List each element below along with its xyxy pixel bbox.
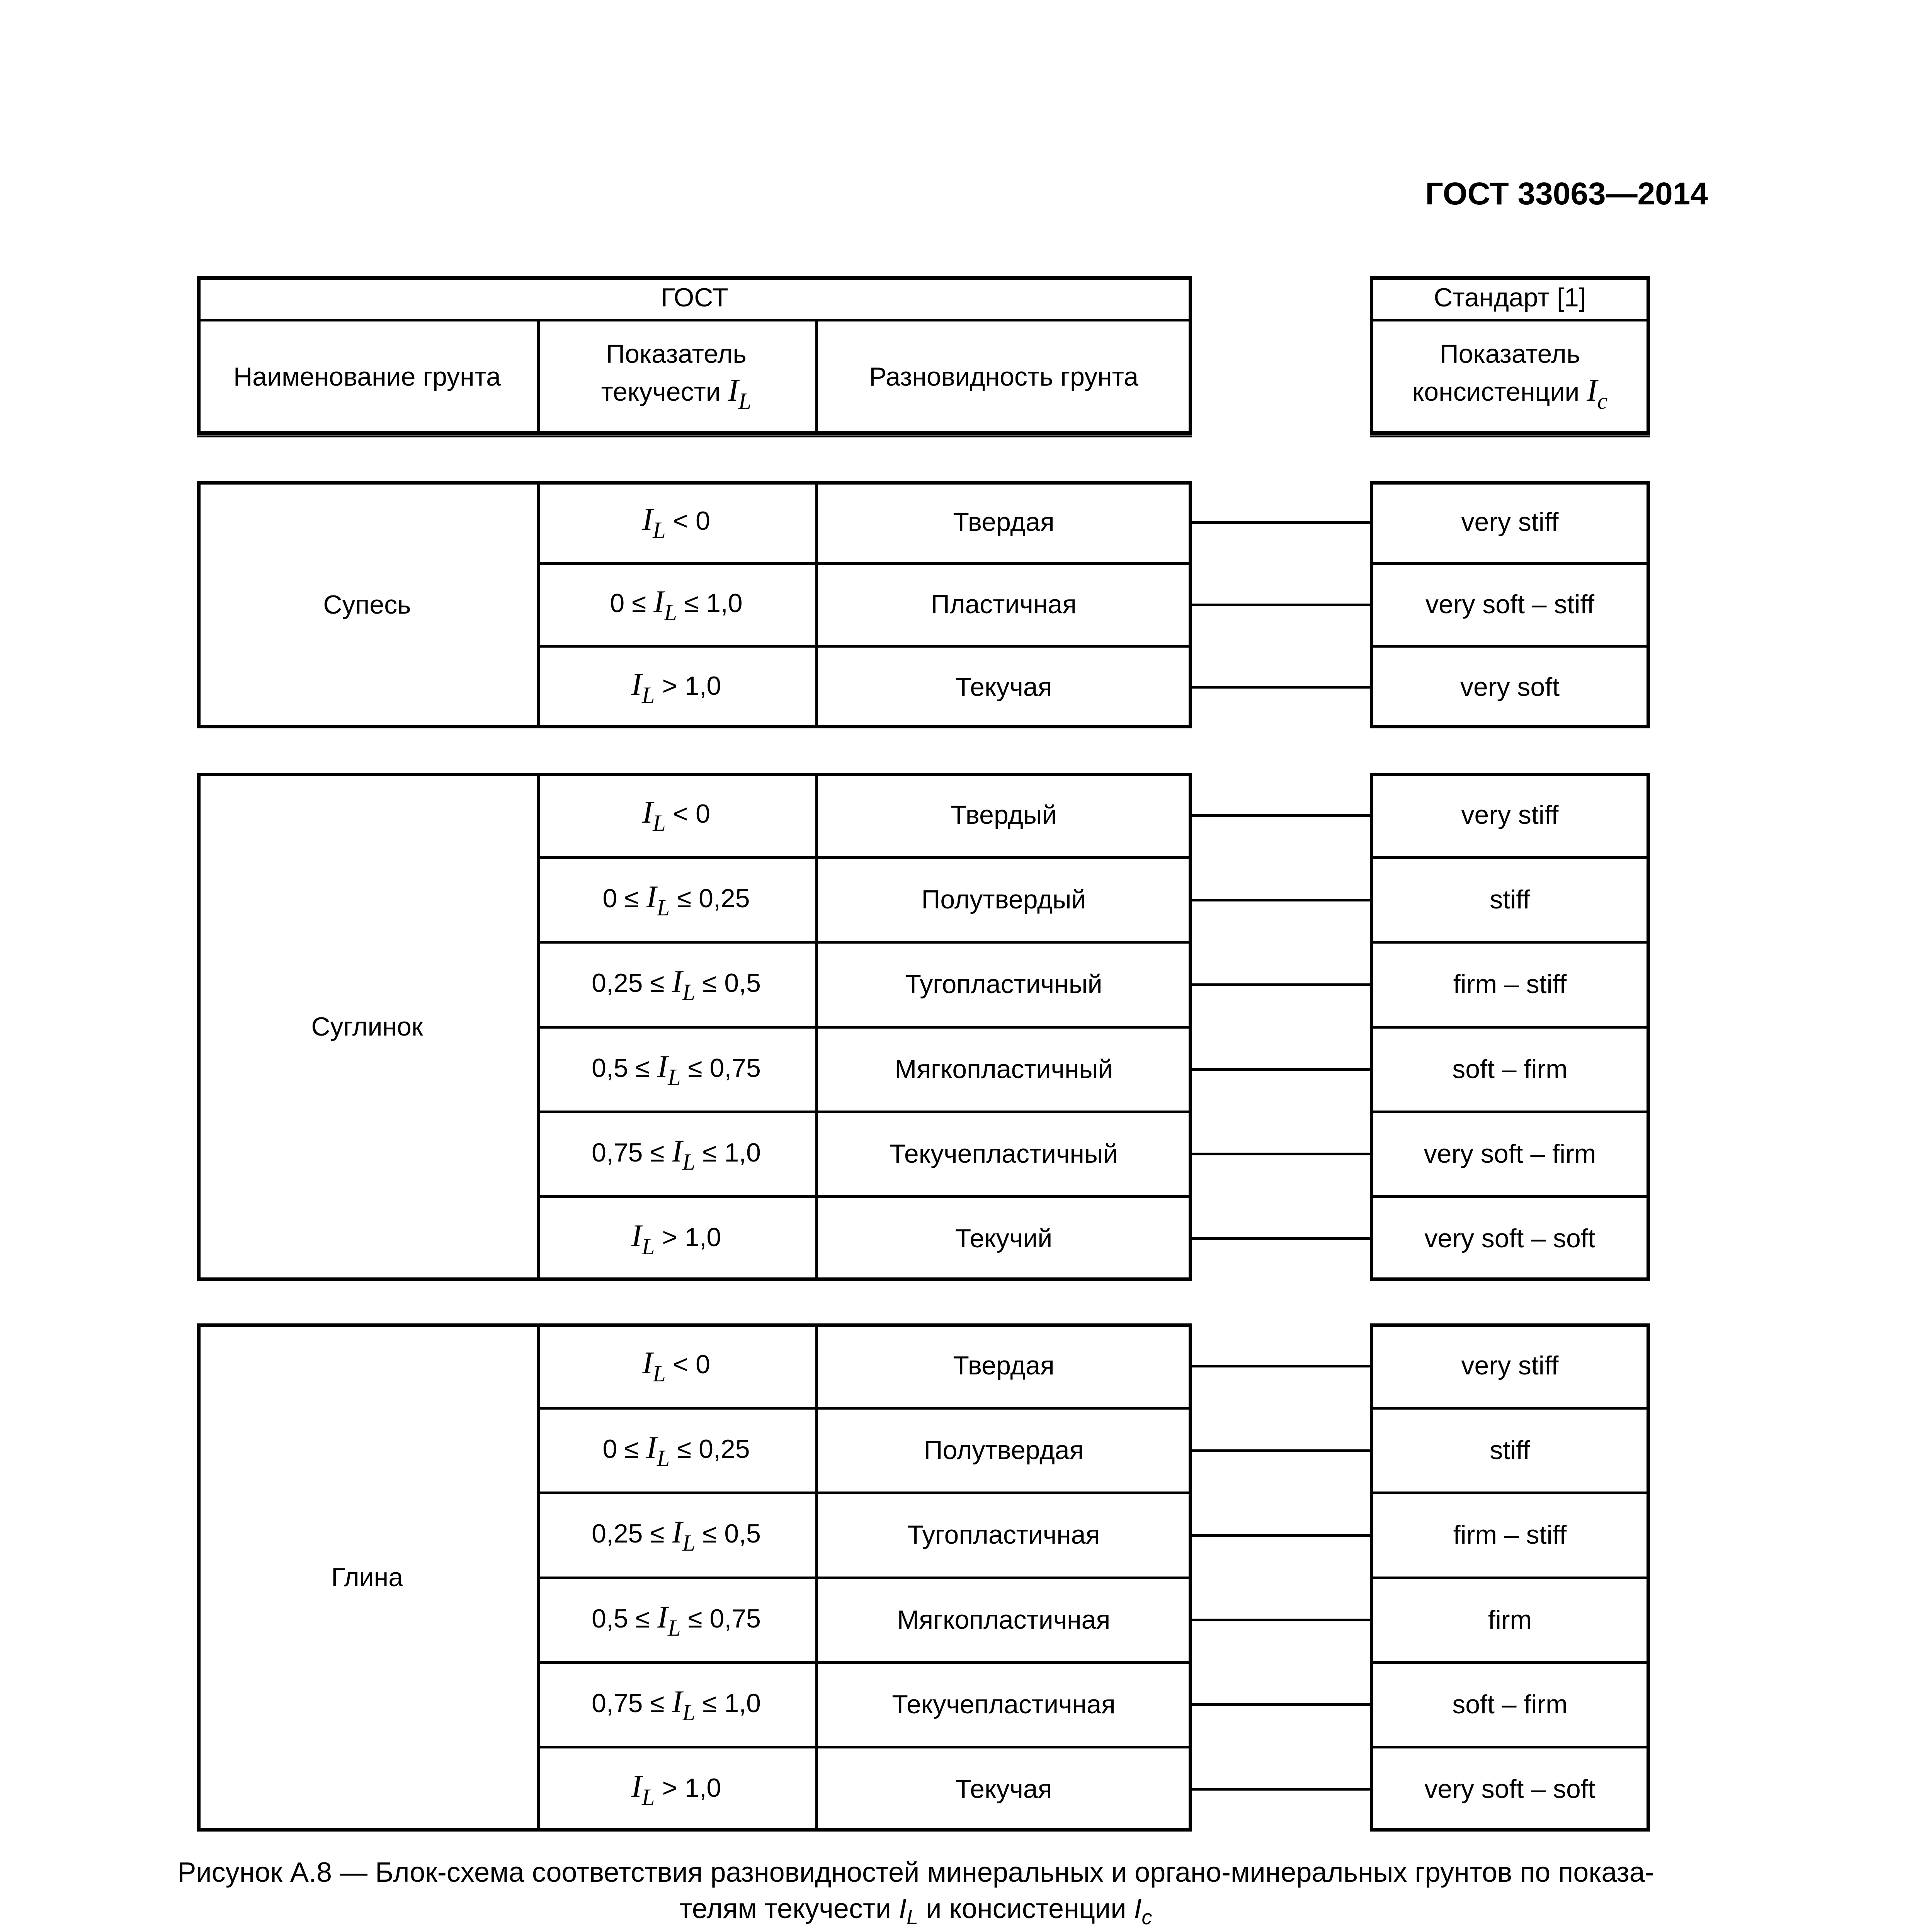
caption-symbol-c: c [1141, 1905, 1152, 1929]
condition-suffix: > 1,0 [655, 1222, 721, 1252]
condition-prefix: 0,5 ≤ [592, 1053, 657, 1083]
symbol-i: I [642, 502, 653, 537]
symbol-i: I [657, 1599, 668, 1634]
consistency-term-text: very stiff [1461, 1351, 1559, 1381]
liquidity-condition [537, 646, 815, 728]
liquidity-label: текучести [601, 377, 721, 406]
condition-prefix: 0,75 ≤ [592, 1688, 672, 1718]
consistency-term-text: firm – stiff [1453, 1520, 1567, 1550]
connector-line [1192, 1788, 1370, 1791]
soil-variety [815, 563, 1192, 646]
symbol-i: I [657, 1048, 668, 1084]
condition-suffix: ≤ 0,25 [670, 884, 750, 913]
soil-variety-text: Тугопластичный [905, 969, 1102, 999]
soil-variety [815, 942, 1192, 1027]
connector-line [1192, 899, 1370, 901]
symbol-l: L [682, 980, 696, 1005]
symbol-l: L [641, 1784, 655, 1810]
consistency-term-text: very soft – soft [1424, 1223, 1596, 1253]
consistency-term [1370, 857, 1650, 942]
consistency-label: консистенции [1412, 377, 1580, 406]
liquidity-condition [537, 481, 815, 563]
consistency-term [1370, 773, 1650, 857]
connector-line [1192, 686, 1370, 689]
soil-variety-text: Полутвердая [924, 1435, 1084, 1465]
consistency-term [1370, 1747, 1650, 1832]
connector-line [1192, 1237, 1370, 1240]
consistency-term [1370, 1662, 1650, 1747]
liquidity-condition [537, 1493, 815, 1577]
condition-suffix: < 0 [665, 799, 710, 829]
soil-variety [815, 481, 1192, 563]
symbol-l: L [664, 600, 677, 626]
liquidity-condition-text [592, 1597, 761, 1643]
connector-line [1192, 1365, 1370, 1367]
condition-prefix: 0,75 ≤ [592, 1138, 672, 1167]
condition-suffix: ≤ 0,25 [670, 1434, 750, 1464]
soil-variety-text: Твердый [951, 800, 1057, 830]
gost-header-double-rule [197, 435, 1192, 437]
symbol-i: I [642, 794, 653, 830]
liquidity-condition-text [642, 1343, 710, 1388]
connector-line [1192, 521, 1370, 524]
symbol-l: L [657, 895, 670, 921]
symbol-i: I [653, 584, 664, 619]
liquidity-condition [537, 1408, 815, 1493]
symbol-c: c [1597, 388, 1608, 414]
soil-variety [815, 1112, 1192, 1196]
gost-title-text: ГОСТ [661, 282, 728, 312]
col-header-consistency-line1: Показатель [1439, 339, 1580, 369]
condition-prefix: 0 ≤ [610, 588, 654, 618]
symbol-i: I [672, 1514, 682, 1550]
soil-variety-text: Твердая [953, 1351, 1055, 1381]
condition-suffix: ≤ 0,75 [680, 1604, 761, 1633]
liquidity-condition [537, 563, 815, 646]
liquidity-condition [537, 1112, 815, 1196]
liquidity-condition-text [602, 1428, 750, 1473]
soil-variety [815, 1323, 1192, 1408]
liquidity-condition-text [592, 1047, 761, 1092]
soil-variety-text: Текучая [955, 1774, 1052, 1804]
connector-line [1192, 604, 1370, 606]
condition-suffix: ≤ 0,75 [680, 1053, 761, 1083]
condition-suffix: ≤ 0,5 [695, 1519, 761, 1549]
liquidity-condition-text [592, 1512, 761, 1558]
consistency-term [1370, 1027, 1650, 1112]
symbol-i: I [642, 1345, 653, 1381]
symbol-i: I [631, 1218, 642, 1253]
symbol-i: I [631, 1768, 642, 1804]
symbol-i: I [646, 1430, 657, 1465]
consistency-term [1370, 942, 1650, 1027]
caption-symbol-l: L [907, 1905, 919, 1929]
consistency-term [1370, 1112, 1650, 1196]
col-header-soil-name [197, 319, 537, 435]
liquidity-condition [537, 942, 815, 1027]
condition-suffix: ≤ 0,5 [695, 968, 761, 998]
liquidity-condition-text [631, 1216, 721, 1261]
symbol-l: L [657, 1446, 670, 1471]
consistency-term-text: stiff [1490, 885, 1530, 915]
soil-variety-text: Тугопластичная [907, 1520, 1100, 1550]
consistency-term-text: very soft – stiff [1425, 590, 1595, 619]
soil-variety-text: Текучепластичный [890, 1139, 1118, 1168]
liquidity-condition-text [631, 665, 721, 710]
soil-variety [815, 1027, 1192, 1112]
liquidity-condition [537, 773, 815, 857]
figure-caption [116, 1855, 1716, 1931]
symbol-i: I [631, 666, 642, 702]
soil-name [197, 481, 537, 728]
liquidity-condition-text [592, 962, 761, 1007]
col-header-soil-name-text: Наименование грунта [233, 362, 501, 391]
condition-prefix: 0,25 ≤ [592, 968, 672, 998]
consistency-term [1370, 481, 1650, 563]
liquidity-condition-text [610, 582, 742, 627]
caption-text-b: и консистенции [918, 1893, 1134, 1924]
col-header-variety-text: Разновидность грунта [869, 362, 1138, 391]
standard-header-double-rule [1370, 435, 1650, 437]
soil-variety-text: Полутвердый [921, 885, 1086, 915]
consistency-term [1370, 646, 1650, 728]
consistency-term-text: firm [1488, 1605, 1532, 1634]
connector-line [1192, 1068, 1370, 1071]
connector-line [1192, 814, 1370, 817]
consistency-term [1370, 1578, 1650, 1662]
col-header-liquidity-line2 [601, 371, 752, 416]
soil-variety [815, 1578, 1192, 1662]
soil-variety [815, 857, 1192, 942]
consistency-term [1370, 1493, 1650, 1577]
connector-line [1192, 1153, 1370, 1155]
liquidity-condition [537, 857, 815, 942]
caption-symbol-i2: I [1134, 1893, 1142, 1924]
condition-prefix: 0,5 ≤ [592, 1604, 657, 1633]
caption-line-2 [116, 1891, 1716, 1931]
col-header-consistency-line2 [1412, 371, 1607, 416]
standard-title-text: Стандарт [1] [1434, 282, 1586, 312]
connector-line [1192, 1449, 1370, 1452]
col-header-liquidity-index [537, 319, 815, 435]
symbol-l: L [641, 682, 655, 708]
soil-name [197, 773, 537, 1281]
symbol-l: L [682, 1699, 696, 1725]
col-header-variety [815, 319, 1192, 435]
liquidity-condition [537, 1578, 815, 1662]
condition-prefix: 0 ≤ [602, 884, 646, 913]
consistency-term-text: firm – stiff [1453, 969, 1567, 999]
connector-line [1192, 1619, 1370, 1621]
liquidity-condition-text [642, 793, 710, 838]
condition-suffix: ≤ 1,0 [695, 1138, 761, 1167]
consistency-term-text: soft – firm [1452, 1054, 1568, 1084]
consistency-term [1370, 1408, 1650, 1493]
condition-suffix: ≤ 1,0 [695, 1688, 761, 1718]
consistency-term-text: stiff [1490, 1435, 1530, 1465]
liquidity-condition [537, 1747, 815, 1832]
consistency-term [1370, 1196, 1650, 1281]
liquidity-condition-text [592, 1682, 761, 1727]
soil-variety [815, 1408, 1192, 1493]
symbol-i: I [672, 964, 682, 999]
soil-name-text: Глина [331, 1563, 403, 1592]
soil-variety [815, 1196, 1192, 1281]
symbol-l: L [641, 1233, 655, 1259]
symbol-i: I [672, 1684, 682, 1719]
soil-variety [815, 1662, 1192, 1747]
condition-suffix: < 0 [665, 1350, 710, 1379]
soil-variety-text: Текучий [955, 1223, 1053, 1253]
symbol-i: I [646, 879, 657, 915]
symbol-i: I [672, 1133, 682, 1168]
symbol-i: I [1587, 372, 1597, 408]
soil-variety [815, 646, 1192, 728]
consistency-term [1370, 563, 1650, 646]
liquidity-condition-text [631, 1767, 721, 1812]
connector-line [1192, 1703, 1370, 1706]
caption-text-a: телям текучести [679, 1893, 899, 1924]
condition-suffix: > 1,0 [655, 1773, 721, 1803]
consistency-term-text: very stiff [1461, 507, 1559, 537]
liquidity-condition [537, 1323, 815, 1408]
soil-variety [815, 773, 1192, 857]
connector-line [1192, 983, 1370, 986]
symbol-l: L [668, 1615, 681, 1641]
liquidity-condition [537, 1196, 815, 1281]
soil-variety-text: Текучепластичная [892, 1689, 1116, 1719]
liquidity-condition-text [602, 877, 750, 922]
soil-name-text: Суглинок [311, 1012, 423, 1041]
symbol-l: L [653, 517, 666, 543]
condition-prefix: 0,25 ≤ [592, 1519, 672, 1549]
liquidity-condition [537, 1027, 815, 1112]
symbol-l: L [653, 810, 666, 836]
symbol-l: L [682, 1149, 696, 1175]
consistency-term-text: very stiff [1461, 800, 1559, 830]
soil-name-text: Супесь [323, 590, 411, 619]
symbol-l: L [738, 388, 752, 414]
caption-line-1: Рисунок А.8 — Блок-схема соответствия разновидностей минеральных и органо-минеральных грунтов по показа- [177, 1857, 1654, 1888]
symbol-l: L [682, 1530, 696, 1556]
symbol-l: L [653, 1361, 666, 1387]
consistency-term-text: very soft – soft [1424, 1774, 1596, 1804]
condition-suffix: < 0 [665, 506, 710, 536]
soil-variety-text: Мягкопластичный [895, 1054, 1113, 1084]
consistency-term [1370, 1323, 1650, 1408]
standard-header-title [1370, 276, 1650, 319]
symbol-l: L [668, 1064, 681, 1090]
col-header-consistency-index [1370, 319, 1650, 435]
liquidity-condition-text [592, 1131, 761, 1177]
connector-line [1192, 1534, 1370, 1537]
soil-name [197, 1323, 537, 1832]
consistency-term-text: very soft – firm [1424, 1139, 1596, 1168]
symbol-i: I [728, 372, 738, 408]
col-header-liquidity-line1: Показатель [606, 339, 747, 369]
consistency-term-text: very soft [1460, 672, 1560, 702]
condition-prefix: 0 ≤ [602, 1434, 646, 1464]
condition-suffix: ≤ 1,0 [677, 588, 743, 618]
gost-header-title [197, 276, 1192, 319]
caption-symbol-i: I [899, 1893, 907, 1924]
document-code: ГОСТ 33063—2014 [1425, 176, 1708, 211]
liquidity-condition [537, 1662, 815, 1747]
liquidity-condition-text [642, 500, 710, 545]
soil-variety-text: Текучая [955, 672, 1052, 702]
soil-variety-text: Пластичная [930, 590, 1077, 619]
condition-suffix: > 1,0 [655, 671, 721, 701]
soil-variety-text: Мягкопластичная [897, 1605, 1111, 1634]
consistency-term-text: soft – firm [1452, 1689, 1568, 1719]
soil-variety [815, 1493, 1192, 1577]
soil-variety-text: Твердая [953, 507, 1055, 537]
soil-variety [815, 1747, 1192, 1832]
